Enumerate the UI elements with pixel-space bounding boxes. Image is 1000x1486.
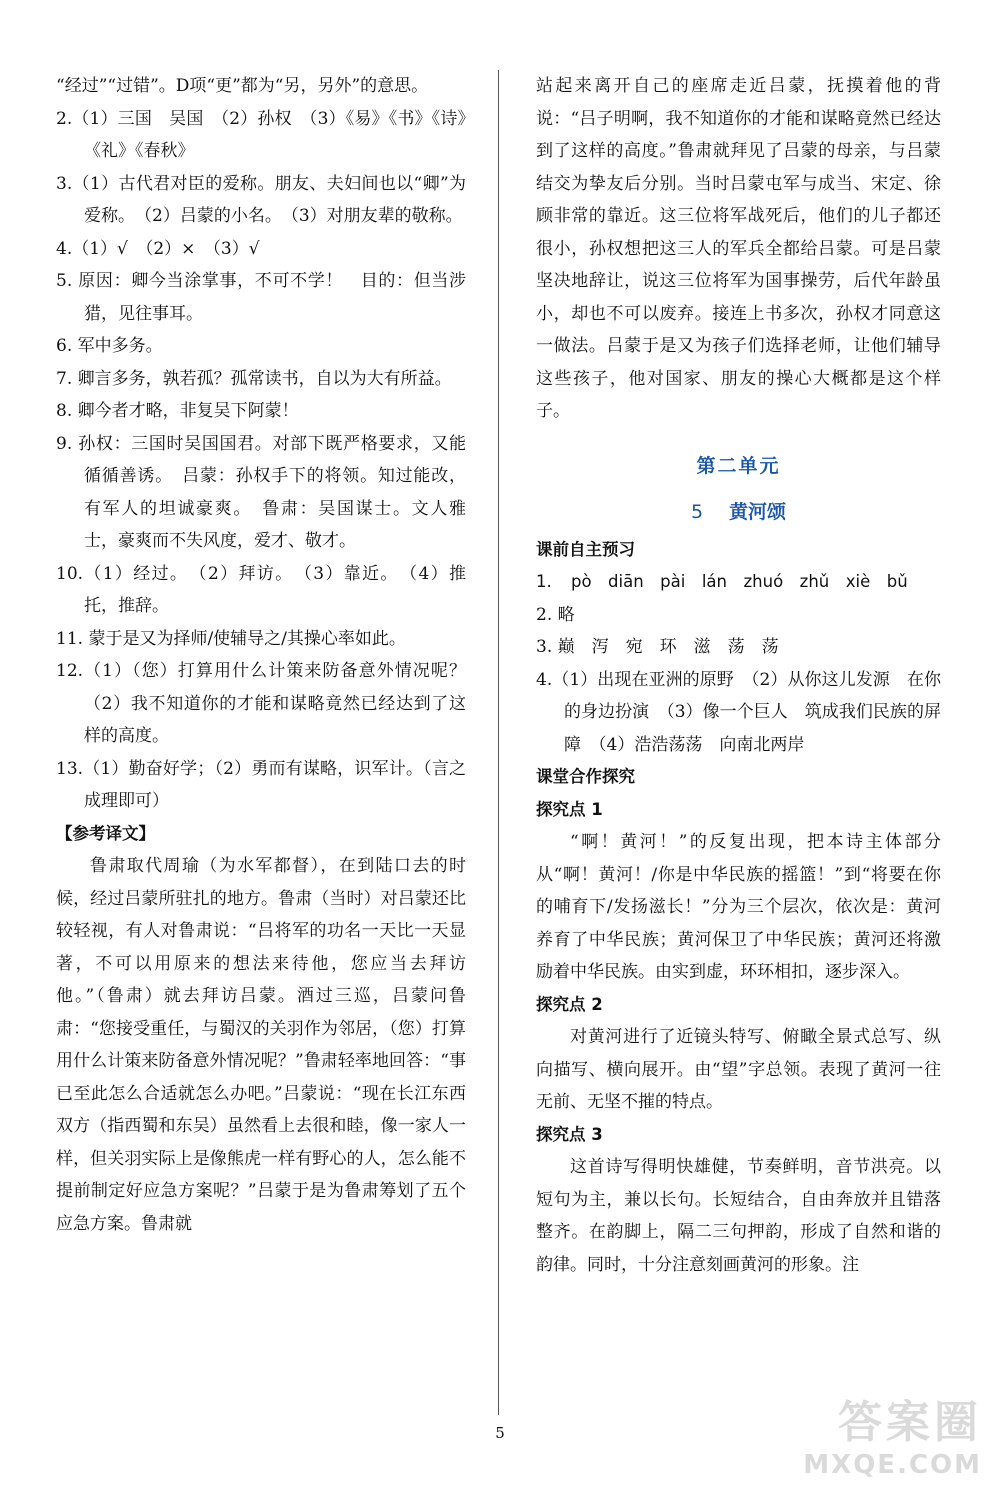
answer-paragraph: 12.（1）（您）打算用什么计策来防备意外情况呢？ （2）我不知道你的才能和谋略竟然已经达到了这样的高度。	[56, 661, 483, 746]
answer-paragraph: 8. 卿今者才略，非复吴下阿蒙！	[56, 401, 299, 421]
right-column	[536, 70, 941, 1281]
lesson-title	[536, 496, 941, 528]
unit-title: 第二单元	[696, 454, 781, 477]
lesson-number: 5	[690, 500, 704, 523]
answer-paragraph: 10.（1）经过。 （2）拜访。 （3）靠近。 （4）推托，推辞。	[56, 563, 466, 616]
answer-paragraph: 7. 卿言多务，孰若孤？孤常读书，自以为大有所益。	[56, 368, 452, 389]
watermark-url: MXQE.COM	[803, 1450, 982, 1480]
answer-paragraph: 2.（1）三国 吴国 （2）孙权 （3）《易》《书》《诗》《礼》《春秋》	[56, 108, 466, 161]
answer-paragraph: 1. pò diān pài lán zhuó zhǔ xiè bǔ	[536, 572, 908, 591]
section-heading: 【参考译文】	[56, 823, 155, 843]
answer-paragraph: 站起来离开自己的座席走近吕蒙，抚摸着他的背说：“吕子明啊，我不知道你的才能和谋略竟然已经达到了这样的高度。”鲁肃就拜见了吕蒙的母亲，与吕蒙结交为挚友后分别。当时吕蒙屯军与成当、宋定、徐顾非常的靠近。这三位将军战死后，他们的儿子都还很小，孙权想把这三人的军兵全都给吕蒙。可是吕蒙坚决地辞让，说这三位将军为国事操劳，后代年龄虽小，却也不可以废弃。接连上书多次，孙权才同意这一做法。吕蒙于是又为孩子们选择老师，让他们辅导这些孩子，他对国家、朋友的操心大概都是这个样子。	[536, 76, 941, 421]
answer-paragraph: 5. 原因：卿今当涂掌事，不可不学！ 目的：但当涉猎，见往事耳。	[56, 271, 466, 324]
section-heading: 探究点 2	[536, 994, 603, 1014]
answer-paragraph: 4.（1）出现在亚洲的原野 （2）从你这儿发源 在你的身边扮演 （3）像一个巨人 筑成我们民族的屏障 （4）浩浩荡荡 向南北两岸	[536, 669, 941, 755]
answer-paragraph: 6. 军中多务。	[56, 336, 163, 356]
section-heading: 课堂合作探究	[536, 767, 635, 786]
answer-paragraph: 这首诗写得明快雄健，节奏鲜明，音节洪亮。以短句为主，兼以长句。长短结合，自由奔放并且错落整齐。在韵脚上，隔二三句押韵，形成了自然和谐的韵律。同时，十分注意刻画黄河的形象。注	[536, 1157, 941, 1275]
answer-paragraph: 11. 蒙于是又为择师/使辅导之/其操心率如此。	[56, 628, 406, 649]
lesson-name: 黄河颂	[729, 500, 787, 523]
answer-paragraph: 3. 巅 泻 宛 环 滋 荡 荡	[536, 637, 779, 657]
answer-paragraph: 3.（1）古代君对臣的爱称。朋友、夫妇间也以“卿”为爱称。 （2）吕蒙的小名。 （3）对朋友辈的敬称。	[56, 173, 466, 226]
answer-paragraph: 9. 孙权：三国时吴国国君。对部下既严格要求，又能循循善诱。 吕蒙：孙权手下的将领。知过能改，有军人的坦诚豪爽。 鲁肃：吴国谋士。文人雅士，豪爽而不失风度，爱才、敬才。	[56, 433, 466, 551]
translation-continued	[536, 70, 941, 428]
section-heading: 探究点 1	[536, 799, 603, 819]
left-column	[56, 70, 483, 1240]
page-number: 5	[495, 1424, 505, 1442]
answer-paragraph: 2. 略	[536, 604, 575, 625]
column-divider	[498, 70, 499, 1415]
answer-paragraph: 对黄河进行了近镜头特写、俯瞰全景式总写、纵向描写、横向展开。由“望”字总领。表现了黄河一往无前、无坚不摧的特点。	[536, 1027, 941, 1112]
answer-paragraph: 4.（1）√ （2）× （3）√	[56, 238, 260, 259]
answer-paragraph: “经过”“过错”。D项“更”都为“另，另外”的意思。	[56, 76, 429, 96]
watermark-logo	[803, 1386, 982, 1480]
watermark-text: 答案圈	[838, 1397, 982, 1448]
answer-paragraph: “啊！黄河！”的反复出现，把本诗主体部分从“啊！黄河！/你是中华民族的摇篮！”到“将要在你的哺育下/发扬滋长！”分为三个层次，依次是：黄河养育了中华民族；黄河保卫了中华民族；黄河还将激励着中华民族。由实到虚，环环相扣，逐步深入。	[536, 832, 941, 982]
answer-paragraph: 鲁肃取代周瑜（为水军都督），在到陆口去的时候，经过吕蒙所驻扎的地方。鲁肃（当时）对吕蒙还比较轻视，有人对鲁肃说：“吕将军的功名一天比一天显著，不可以用原来的想法来待他，您应当去拜访他。”（鲁肃）就去拜访吕蒙。酒过三巡，吕蒙问鲁肃：“您接受重任，与蜀汉的关羽作为邻居，（您）打算用什么计策来防备意外情况呢？”鲁肃轻率地回答：“事已至此怎么合适就怎么办吧。”吕蒙说：“现在长江东西双方（指西蜀和东吴）虽然看上去很和睦，像一家人一样，但关羽实际上是像熊虎一样有野心的人，怎么能不提前制定好应急方案呢？”吕蒙于是为鲁肃筹划了五个应急方案。鲁肃就	[56, 856, 466, 1234]
answer-paragraph: 13.（1）勤奋好学；（2）勇而有谋略，识军计。（言之成理即可）	[56, 758, 466, 811]
section-heading: 课前自主预习	[536, 539, 635, 559]
lesson-answers	[536, 534, 941, 1282]
section-heading: 探究点 3	[536, 1124, 603, 1144]
